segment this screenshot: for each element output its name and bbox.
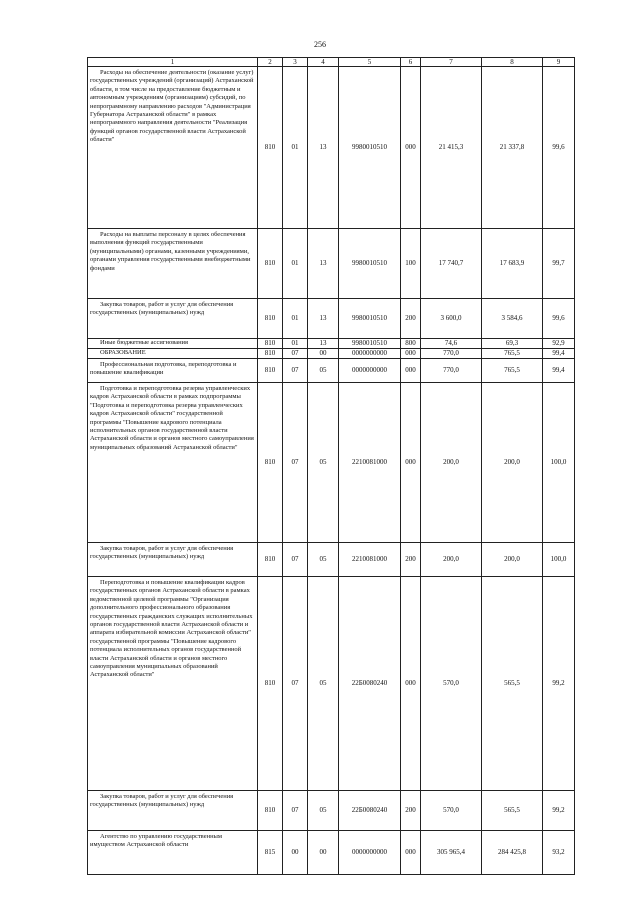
row-name-cell xyxy=(88,791,258,831)
cell-c4: 13 xyxy=(308,339,339,349)
cell-c7: 74,6 xyxy=(421,339,482,349)
cell-c7: 200,0 xyxy=(421,383,482,543)
cell-c7: 570,0 xyxy=(421,791,482,831)
cell-c9: 99,6 xyxy=(543,67,575,229)
cell-c5: 9980010510 xyxy=(339,229,401,299)
cell-c5: 0000000000 xyxy=(339,359,401,383)
cell-c6: 000 xyxy=(401,831,421,875)
cell-c5: 22Б0080240 xyxy=(339,791,401,831)
table-row xyxy=(88,383,575,543)
cell-c8: 69,3 xyxy=(482,339,543,349)
header-cell: 4 xyxy=(308,58,339,67)
cell-c8: 765,5 xyxy=(482,349,543,359)
cell-c2: 810 xyxy=(258,791,283,831)
cell-c8: 21 337,8 xyxy=(482,67,543,229)
cell-c6: 200 xyxy=(401,299,421,339)
row-name-cell xyxy=(88,543,258,577)
cell-c3: 07 xyxy=(283,577,308,791)
row-name: ОБРАЗОВАНИЕ xyxy=(100,349,146,357)
cell-c6: 000 xyxy=(401,359,421,383)
cell-c2: 810 xyxy=(258,383,283,543)
row-name-cell xyxy=(88,831,258,875)
cell-c9: 92,9 xyxy=(543,339,575,349)
table-header-row xyxy=(88,58,575,67)
header-cell: 9 xyxy=(543,58,575,67)
row-name-cell xyxy=(88,359,258,383)
table-row xyxy=(88,831,575,875)
cell-c4: 05 xyxy=(308,791,339,831)
cell-c7: 17 740,7 xyxy=(421,229,482,299)
row-name: Закупка товаров, работ и услуг для обеспечения государственных (муниципальных) нужд xyxy=(90,545,234,561)
cell-c6: 200 xyxy=(401,543,421,577)
cell-c8: 284 425,8 xyxy=(482,831,543,875)
cell-c7: 200,0 xyxy=(421,543,482,577)
cell-c7: 770,0 xyxy=(421,349,482,359)
table-row xyxy=(88,359,575,383)
cell-c7: 21 415,3 xyxy=(421,67,482,229)
row-name: Профессиональная подготовка, переподготовка и повышение квалификации xyxy=(90,361,237,377)
row-name: Агентство по управлению государственным имуществом Астраханской области xyxy=(90,833,223,849)
cell-c3: 01 xyxy=(283,299,308,339)
cell-c8: 565,5 xyxy=(482,577,543,791)
cell-c5: 0000000000 xyxy=(339,831,401,875)
cell-c4: 13 xyxy=(308,299,339,339)
header-cell: 7 xyxy=(421,58,482,67)
cell-c7: 3 600,0 xyxy=(421,299,482,339)
cell-c7: 770,0 xyxy=(421,359,482,383)
cell-c9: 99,4 xyxy=(543,359,575,383)
cell-c4: 05 xyxy=(308,383,339,543)
header-cell: 6 xyxy=(401,58,421,67)
cell-c2: 810 xyxy=(258,67,283,229)
row-name: Закупка товаров, работ и услуг для обеспечения государственных (муниципальных) нужд xyxy=(90,793,234,809)
row-name-cell xyxy=(88,383,258,543)
cell-c3: 01 xyxy=(283,339,308,349)
header-cell: 5 xyxy=(339,58,401,67)
row-name-cell xyxy=(88,299,258,339)
cell-c5: 9980010510 xyxy=(339,67,401,229)
cell-c4: 05 xyxy=(308,577,339,791)
header-cell: 8 xyxy=(482,58,543,67)
cell-c6: 100 xyxy=(401,229,421,299)
cell-c4: 00 xyxy=(308,831,339,875)
cell-c2: 810 xyxy=(258,229,283,299)
header-cell: 1 xyxy=(88,58,258,67)
table-row xyxy=(88,577,575,791)
cell-c6: 000 xyxy=(401,67,421,229)
cell-c6: 000 xyxy=(401,577,421,791)
row-name-cell xyxy=(88,339,258,349)
cell-c9: 100,0 xyxy=(543,383,575,543)
cell-c2: 810 xyxy=(258,349,283,359)
cell-c4: 13 xyxy=(308,67,339,229)
cell-c2: 810 xyxy=(258,359,283,383)
table-row xyxy=(88,349,575,359)
cell-c6: 800 xyxy=(401,339,421,349)
cell-c3: 07 xyxy=(283,383,308,543)
cell-c8: 765,5 xyxy=(482,359,543,383)
cell-c5: 22Б0080240 xyxy=(339,577,401,791)
cell-c9: 100,0 xyxy=(543,543,575,577)
row-name-cell xyxy=(88,349,258,359)
cell-c3: 01 xyxy=(283,67,308,229)
budget-table xyxy=(87,57,575,875)
cell-c5: 0000000000 xyxy=(339,349,401,359)
table-row xyxy=(88,791,575,831)
cell-c6: 000 xyxy=(401,349,421,359)
cell-c4: 05 xyxy=(308,359,339,383)
cell-c8: 17 683,9 xyxy=(482,229,543,299)
row-name: Закупка товаров, работ и услуг для обеспечения государственных (муниципальных) нужд xyxy=(90,301,234,317)
cell-c9: 93,2 xyxy=(543,831,575,875)
cell-c8: 3 584,6 xyxy=(482,299,543,339)
table-row xyxy=(88,299,575,339)
cell-c3: 01 xyxy=(283,229,308,299)
cell-c9: 99,4 xyxy=(543,349,575,359)
page-number: 256 xyxy=(314,40,326,49)
cell-c9: 99,7 xyxy=(543,229,575,299)
cell-c3: 07 xyxy=(283,349,308,359)
row-name-cell xyxy=(88,229,258,299)
cell-c3: 07 xyxy=(283,791,308,831)
row-name-cell xyxy=(88,577,258,791)
cell-c5: 2210081000 xyxy=(339,543,401,577)
table-row xyxy=(88,67,575,229)
cell-c9: 99,2 xyxy=(543,791,575,831)
cell-c5: 9980010510 xyxy=(339,299,401,339)
header-cell: 2 xyxy=(258,58,283,67)
cell-c2: 810 xyxy=(258,339,283,349)
cell-c2: 810 xyxy=(258,543,283,577)
cell-c7: 570,0 xyxy=(421,577,482,791)
cell-c7: 305 965,4 xyxy=(421,831,482,875)
cell-c5: 2210081000 xyxy=(339,383,401,543)
cell-c9: 99,2 xyxy=(543,577,575,791)
row-name: Расходы на обеспечение деятельности (оказание услуг) государственных учреждений (организаций) Астраханской области, в том числе на предоставление бюджетным и автономным учреждениям (организациям) субсидий, по непрограммному направлению расходов "Администрация Губернатора Астраханской области" в рамках непрограммного направления деятельности "Реализация функций органов государственной власти Астраханской области" xyxy=(90,69,254,144)
header-cell: 3 xyxy=(283,58,308,67)
cell-c3: 07 xyxy=(283,359,308,383)
cell-c3: 07 xyxy=(283,543,308,577)
cell-c6: 200 xyxy=(401,791,421,831)
table-row xyxy=(88,229,575,299)
row-name: Переподготовка и повышение квалификации кадров государственных органов Астраханской области в рамках ведомственной целевой программы "Организация дополнительного профессионального образования государственных гражданских служащих исполнительных органов государственной власти Астраханской области и аппарата избирательной комиссии Астраханской области" государственной программы "Повышение кадрового потенциала исполнительных органов государственной власти Астраханской области и органов местного самоуправления муниципальных образований Астраханской области" xyxy=(90,579,253,679)
cell-c9: 99,6 xyxy=(543,299,575,339)
row-name: Иные бюджетные ассигнования xyxy=(100,339,189,347)
cell-c4: 13 xyxy=(308,229,339,299)
cell-c2: 815 xyxy=(258,831,283,875)
row-name: Расходы на выплаты персоналу в целях обеспечения выполнения функций государственными (муниципальными) органами, казенными учреждениями, органами управления государственными внебюджетными фондами xyxy=(90,231,251,272)
cell-c3: 00 xyxy=(283,831,308,875)
cell-c8: 200,0 xyxy=(482,543,543,577)
cell-c5: 9980010510 xyxy=(339,339,401,349)
row-name-cell xyxy=(88,67,258,229)
cell-c2: 810 xyxy=(258,577,283,791)
cell-c2: 810 xyxy=(258,299,283,339)
cell-c8: 565,5 xyxy=(482,791,543,831)
cell-c8: 200,0 xyxy=(482,383,543,543)
cell-c6: 000 xyxy=(401,383,421,543)
row-name: Подготовка и переподготовка резерва управленческих кадров Астраханской области в рамках подпрограммы "Подготовка и переподготовка резерва управленческих кадров Астраханской области" государственной программы "Повышение кадрового потенциала исполнительных органов государственной власти Астраханской области и органов местного самоуправления муниципальных образований Астраханской области" xyxy=(90,385,254,451)
table-row xyxy=(88,543,575,577)
cell-c4: 00 xyxy=(308,349,339,359)
table-row xyxy=(88,339,575,349)
cell-c4: 05 xyxy=(308,543,339,577)
